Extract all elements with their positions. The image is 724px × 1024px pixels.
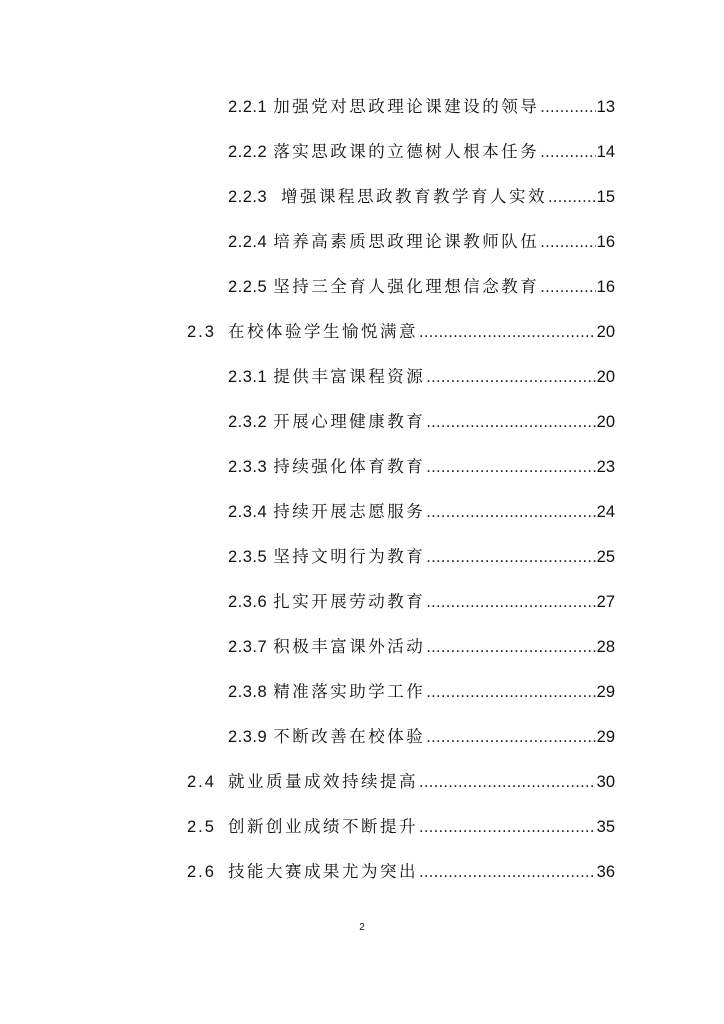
toc-entry-page: 30 [596,773,615,791]
toc-entry-title: 开展心理健康教育 [273,412,426,431]
toc-entry-2-3-8[interactable] [228,677,615,707]
toc-dot-leader [426,677,595,707]
toc-entry-title: 创新创业成绩不断提升 [227,817,418,836]
toc-dot-leader [540,227,595,257]
toc-entry-2-2-5[interactable] [228,272,615,302]
toc-entry-page: 16 [596,278,615,296]
toc-entry-title: 在校体验学生愉悦满意 [227,322,418,341]
toc-entry-page: 20 [596,413,615,431]
toc-entry-title: 培养高素质思政理论课教师队伍 [273,232,540,251]
toc-entry-2-3-7[interactable] [228,632,615,662]
toc-entry-2-3-3[interactable] [228,452,615,482]
toc-entry-number: 2.3.9 [228,728,268,746]
toc-entry-number: 2.4 [187,773,216,791]
page-number: 2 [359,922,365,933]
toc-entry-page: 29 [596,683,615,701]
toc-dot-leader [426,632,595,662]
toc-entry-2-3[interactable] [187,317,615,347]
toc-entry-number: 2.3.2 [228,413,268,431]
toc-entry-page: 16 [596,233,615,251]
toc-entry-page: 29 [596,728,615,746]
toc-entry-title: 积极丰富课外活动 [273,637,426,656]
toc-entry-number: 2.3.8 [228,683,268,701]
toc-entry-page: 27 [596,593,615,611]
toc-entry-page: 35 [596,818,615,836]
toc-entry-number: 2.3 [187,323,216,341]
toc-entry-number: 2.3.1 [228,368,268,386]
toc-dot-leader [426,452,595,482]
toc-entry-page: 20 [596,368,615,386]
toc-entry-title: 落实思政课的立德树人根本任务 [273,142,540,161]
toc-dot-leader [419,812,596,842]
toc-entry-number: 2.2.5 [228,278,268,296]
toc-entry-2-3-1[interactable] [228,362,615,392]
toc-entry-2-3-9[interactable] [228,722,615,752]
toc-entry-number: 2.3.5 [228,548,268,566]
toc-entry-number: 2.3.3 [228,458,268,476]
toc-entry-page: 13 [596,98,615,116]
toc-dot-leader [419,767,596,797]
toc-entry-number: 2.2.3 [228,188,268,206]
toc-entry-title: 不断改善在校体验 [273,727,426,746]
toc-entry-2-2-4[interactable] [228,227,615,257]
toc-entry-number: 2.3.4 [228,503,268,521]
toc-entry-title: 增强课程思政教育教学育人实效 [273,187,547,206]
toc-entry-2-4[interactable] [187,767,615,797]
toc-entry-title: 技能大赛成果尤为突出 [227,862,418,881]
toc-entry-number: 2.3.7 [228,638,268,656]
toc-entry-number: 2.5 [187,818,216,836]
toc-dot-leader [540,92,595,122]
toc-entry-page: 25 [596,548,615,566]
toc-entry-title: 持续开展志愿服务 [273,502,426,521]
toc-dot-leader [426,542,595,572]
toc-dot-leader [540,272,595,302]
toc-dot-leader [419,317,596,347]
toc-entry-title: 加强党对思政理论课建设的领导 [273,97,540,116]
toc-entry-number: 2.6 [187,863,216,881]
toc-entry-page: 28 [596,638,615,656]
toc-entry-title: 提供丰富课程资源 [273,367,426,386]
toc-entry-2-6[interactable] [187,857,615,887]
toc-entry-title: 精准落实助学工作 [273,682,426,701]
toc-entry-title: 扎实开展劳动教育 [273,592,426,611]
toc-dot-leader [426,362,595,392]
toc-entry-number: 2.2.2 [228,143,268,161]
toc-entry-page: 14 [596,143,615,161]
toc-dot-leader [540,137,595,167]
toc-dot-leader [426,407,595,437]
toc-entry-page: 24 [596,503,615,521]
toc-entry-page: 15 [596,188,615,206]
toc-entry-2-5[interactable] [187,812,615,842]
toc-entry-page: 20 [596,323,615,341]
toc-dot-leader [426,497,595,527]
toc-entry-page: 23 [596,458,615,476]
toc-entry-2-3-6[interactable] [228,587,615,617]
toc-dot-leader [426,587,595,617]
toc-entry-title: 持续强化体育教育 [273,457,426,476]
toc-entry-2-2-1[interactable] [228,92,615,122]
toc-dot-leader [426,722,595,752]
toc-entry-2-2-3[interactable] [228,182,615,212]
toc-entry-2-3-5[interactable] [228,542,615,572]
toc-entry-title: 坚持文明行为教育 [273,547,426,566]
toc-entry-title: 就业质量成效持续提高 [227,772,418,791]
toc-entry-number: 2.3.6 [228,593,268,611]
toc-entry-number: 2.2.4 [228,233,268,251]
toc-entry-title: 坚持三全育人强化理想信念教育 [273,277,540,296]
toc-entry-number: 2.2.1 [228,98,268,116]
toc-entry-2-3-2[interactable] [228,407,615,437]
toc-entry-page: 36 [596,863,615,881]
toc-entry-2-3-4[interactable] [228,497,615,527]
toc-entry-2-2-2[interactable] [228,137,615,167]
toc-dot-leader [419,857,596,887]
toc-dot-leader [548,182,596,212]
